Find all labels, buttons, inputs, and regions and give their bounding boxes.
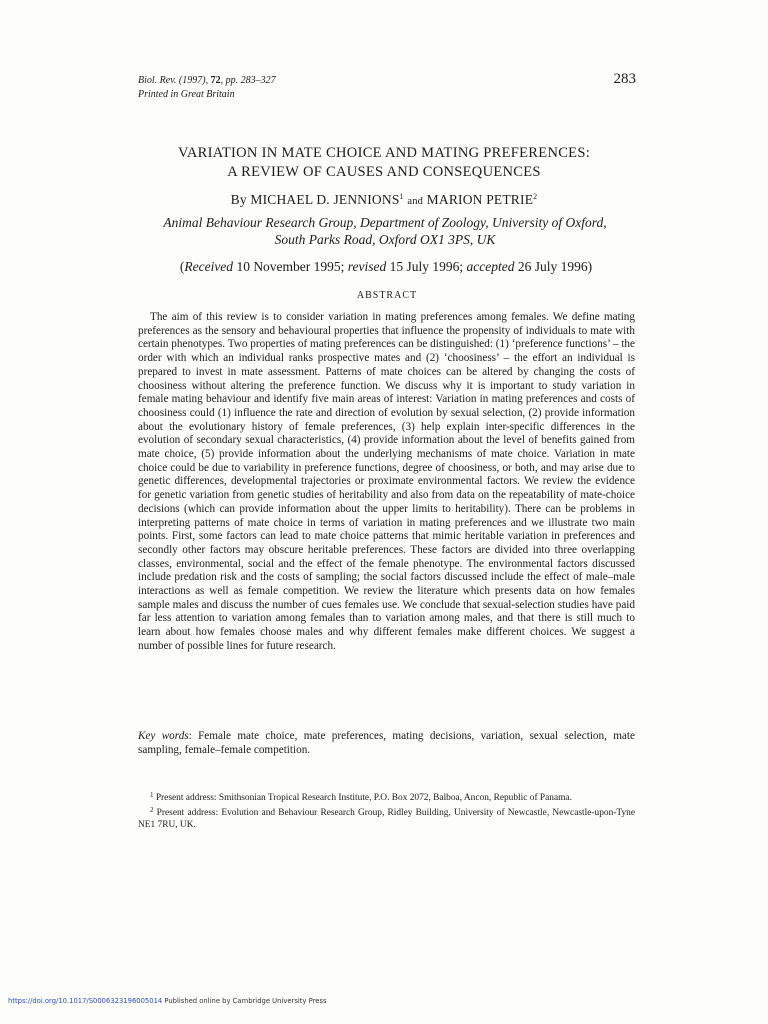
footnote-mark-2: 2 <box>533 192 538 201</box>
journal-volume: 72 <box>210 75 221 86</box>
abstract-heading: ABSTRACT <box>356 290 418 301</box>
revised-date: 15 July 1996; <box>386 259 467 274</box>
affiliation <box>0 214 768 248</box>
by-word: By <box>230 192 247 207</box>
author-name-1: MICHAEL D. JENNIONS <box>250 192 400 207</box>
paren-open: ( <box>179 259 185 274</box>
abstract-text: The aim of this review is to consider variation in mating preferences among females. We define mating preferences as the sensory and behavioural properties that influence the propensity of individuals to mate with certain phenotypes. Two properties of mating preferences can be distinguished: (1) ‘preference functions’ – the order with which an individual ranks prospective mates and (2) ‘choosiness’ – the effort an individual is prepared to invest in mate assessment. Patterns of mate choices can be altered by changing the costs of choosiness without altering the preference function. We discuss why it is important to study variation in female mating behaviour and identify five main areas of interest: Variation in mating preferences and costs of choosiness could (1) influence the rate and direction of evolution by sexual selection, (2) provide information about the evolutionary history of female preferences, (3) help explain inter-specific differences in the evolution of secondary sexual characteristics, (4) provide information about the level of benefits gained from mate choice, (5) provide information about the underlying mechanisms of mate choice. Variation in mate choice could be due to variability in preference functions, degree of choosiness, or both, and may arise due to genetic differences, developmental trajectories or proximate environmental factors. We review the evidence for genetic variation from genetic studies of heritability and also from data on the repeatability of mate-choice decisions (which can provide information about the upper limits to heritability). There can be problems in interpreting patterns of mate choice in terms of variation in mating preferences and we illustrate two main points. First, some factors can lead to mate choice patterns that mimic heritable variation in preferences and secondly other factors may obscure heritable preferences. These factors are divided into three overlapping classes, environmental, social and the effect of the female phenotype. The environmental factors discussed include predation risk and the costs of sampling; the social factors discussed include the effect of male–male interactions as well as female competition. We review the literature which presents data on how females sample males and discuss the number of cues females use. We conclude that sexual-selection studies have paid far less attention to variation among females than to variation among males, and that there is still much to learn about how females choose males and why different females make different choices. We suggest a number of possible lines for future research. <box>138 311 635 652</box>
page-footer <box>8 997 327 1005</box>
journal-year: (1997), <box>178 75 209 86</box>
footnote-2-text: Present address: Evolution and Behaviour Research Group, Ridley Building, University of Newcastle, Newcastle-upon-Tyne NE1 7RU, UK. <box>138 808 635 831</box>
author-name-2: MARION PETRIE <box>426 192 534 207</box>
footnote-mark-1: 1 <box>399 192 404 201</box>
printed-in: Printed in Great Britain <box>138 89 235 100</box>
footnote-1-mark: 1 <box>150 791 154 799</box>
footnote-2 <box>138 804 635 831</box>
article-title <box>0 144 768 182</box>
keywords-text: : Female mate choice, mate preferences, mating decisions, variation, sexual selection, mate sampling, female–female competition. <box>138 730 635 756</box>
keywords-label: Key words <box>138 730 189 742</box>
citation-line <box>138 74 276 88</box>
published-online: Published online by Cambridge University Press <box>162 997 327 1005</box>
accepted-label: accepted <box>466 259 515 274</box>
accepted-date: 26 July 1996 <box>514 259 588 274</box>
journal-pages: , pp. 283–327 <box>220 75 276 86</box>
footnote-2-mark: 2 <box>150 806 154 815</box>
revised-label: revised <box>347 259 387 274</box>
affiliation-line-2: South Parks Road, Oxford OX1 3PS, UK <box>274 232 496 247</box>
journal-name: Biol. Rev. <box>138 75 177 86</box>
received-date: 10 November 1995; <box>233 259 348 274</box>
received-label: Received <box>184 259 234 274</box>
and-word: and <box>407 196 424 207</box>
submission-dates <box>0 259 768 275</box>
title-line-2: A REVIEW OF CAUSES AND CONSEQUENCES <box>227 164 541 180</box>
title-line-1: VARIATION IN MATE CHOICE AND MATING PREFERENCES: <box>177 145 591 161</box>
keywords <box>138 730 635 757</box>
author-line <box>0 192 768 208</box>
page-number: 283 <box>613 71 636 87</box>
journal-citation <box>138 74 276 102</box>
doi-link[interactable]: https://doi.org/10.1017/S0006323196005014 <box>8 997 163 1005</box>
footnotes <box>138 789 635 832</box>
paren-close: ) <box>587 259 593 274</box>
footnote-1-text: Present address: Smithsonian Tropical Research Institute, P.O. Box 2072, Balboa, Ancon, Republic of Panama. <box>153 793 572 803</box>
footnote-1 <box>138 789 635 804</box>
affiliation-line-1: Animal Behaviour Research Group, Department of Zoology, University of Oxford, <box>163 215 607 230</box>
